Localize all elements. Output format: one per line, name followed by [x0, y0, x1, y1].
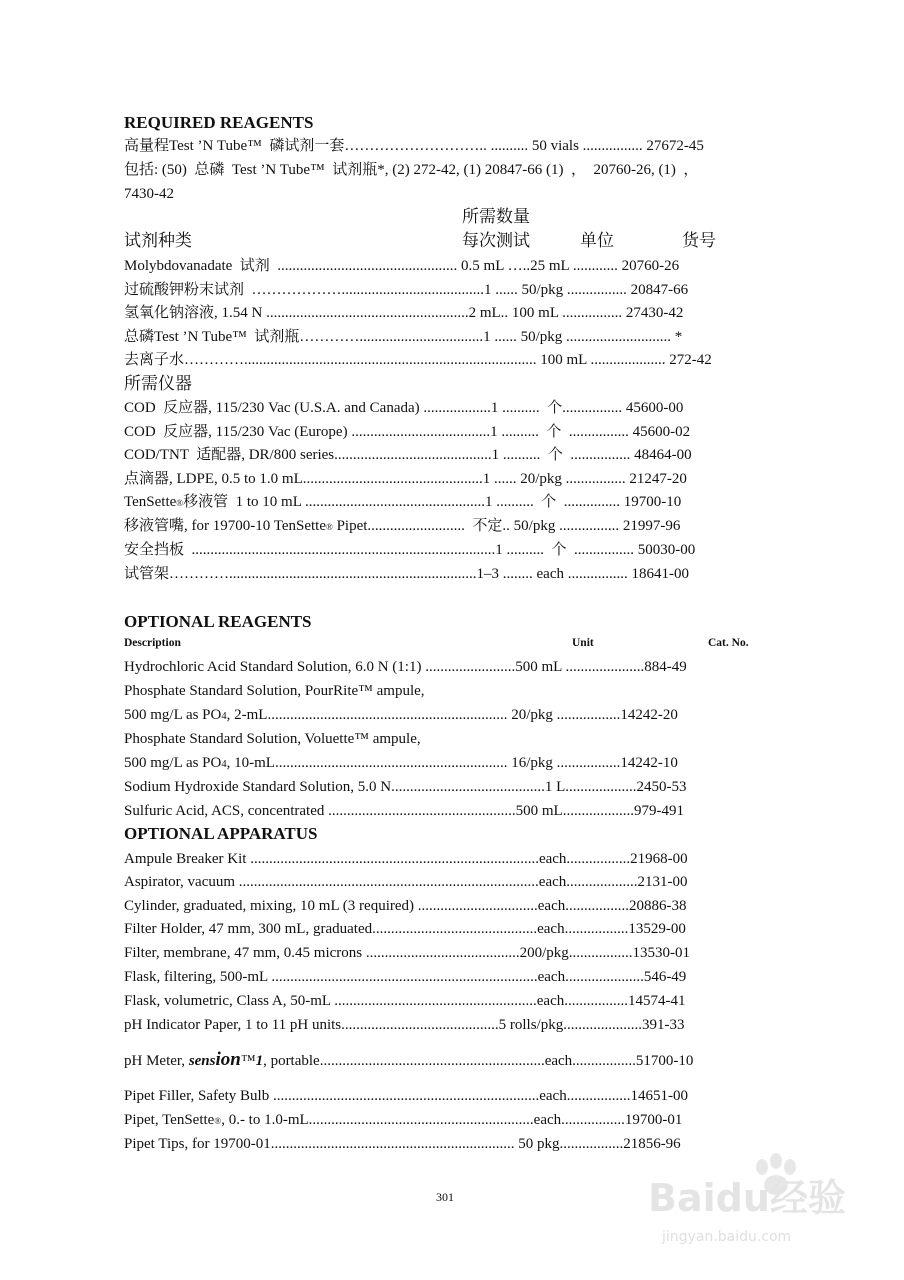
- po4-text: 500 mg/L as PO: [124, 707, 222, 723]
- sension-brand-a: sens: [188, 1053, 216, 1069]
- col-header-quantity: 所需数量: [462, 207, 530, 226]
- apparatus-row: COD 反应器, 115/230 Vac (Europe) .....................................1 .......... 个 ................ 45600-02: [124, 424, 691, 440]
- apparatus-row: 安全挡板 .................................................................................1 .......... 个 ................ 50030-00: [124, 542, 696, 558]
- registered-mark: ®: [176, 498, 184, 508]
- optional-reagent-row: [124, 706, 678, 726]
- row-rest: , 10-mL.............................................................. 16/pkg .................14242-10: [226, 755, 678, 771]
- apparatus-row: [124, 493, 681, 513]
- pipet-name: Pipet, TenSette: [124, 1112, 215, 1128]
- row-rest: , portable............................................................each.................51700-10: [263, 1053, 694, 1069]
- optional-apparatus-row: Pipet Filler, Safety Bulb .......................................................................each.................14651-00: [124, 1088, 688, 1104]
- tensette-rest: 移液管 1 to 10 mL ................................................1 .......... 个 ............... 19700-10: [183, 494, 682, 510]
- optional-apparatus-row: Filter Holder, 47 mm, 300 mL, graduated............................................each.................13529-00: [124, 921, 686, 937]
- reagent-row: 去离子水………….............................................................................. 100 mL .................... 272-42: [124, 352, 712, 368]
- col-header-unit: 单位: [580, 231, 614, 250]
- optional-apparatus-row: Filter, membrane, 47 mm, 0.45 microns .........................................200/pkg.................13530-01: [124, 945, 691, 961]
- apparatus-row: COD 反应器, 115/230 Vac (U.S.A. and Canada) ..................1 .......... 个................ 45600-00: [124, 400, 684, 416]
- reagent-row: Molybdovanadate 试剂 ................................................ 0.5 mL …..25 mL ............ 20760-26: [124, 258, 680, 274]
- optional-apparatus-row: pH Indicator Paper, 1 to 11 pH units..........................................5 rolls/pkg.....................391-33: [124, 1017, 685, 1033]
- tensette-name: TenSette: [124, 494, 177, 510]
- po4-text: 500 mg/L as PO: [124, 755, 222, 771]
- sension-model: 1: [255, 1053, 264, 1069]
- watermark-url: jingyan.baidu.com: [662, 1229, 792, 1245]
- optional-reagent-row: Sodium Hydroxide Standard Solution, 5.0 N.........................................1 L...................2450-53: [124, 779, 687, 795]
- subscript: 4: [221, 711, 227, 722]
- reagent-row: 过硫酸钾粉末试剂 ………………......................................1 ...... 50/pkg ................ 20847-66: [124, 282, 689, 298]
- reagent-row: 总磷Test ’N Tube™ 试剂瓶………….................................1 ...... 50/pkg ............................ *: [124, 329, 683, 345]
- includes-line-2: 7430-42: [124, 186, 174, 202]
- required-apparatus-heading: 所需仪器: [124, 374, 192, 393]
- optional-reagent-row: Phosphate Standard Solution, PourRite™ ampule,: [124, 683, 425, 699]
- optional-apparatus-row: Cylinder, graduated, mixing, 10 mL (3 required) ................................each.................20886-38: [124, 898, 687, 914]
- page-number: 301: [436, 1190, 454, 1204]
- required-reagents-heading: REQUIRED REAGENTS: [124, 113, 314, 132]
- col-header-unit: Unit: [572, 637, 594, 649]
- col-header-type: 试剂种类: [124, 231, 192, 250]
- col-header-catno: Cat. No.: [708, 637, 749, 649]
- apparatus-row: 点滴器, LDPE, 0.5 to 1.0 mL................................................1 ...... 20/pkg ................ 21247-20: [124, 471, 687, 487]
- apparatus-row: 试管架…………..................................................................1–3 ........ each ................ 18641-00: [124, 566, 689, 582]
- optional-apparatus-row: [124, 1050, 693, 1071]
- sension-brand-b: ion: [215, 1049, 241, 1070]
- optional-apparatus-heading: OPTIONAL APPARATUS: [124, 824, 318, 843]
- col-header-description: Description: [124, 637, 181, 649]
- registered-mark: ®: [214, 1116, 222, 1126]
- reagent-row: 氢氧化钠溶液, 1.54 N ......................................................2 mL.. 100 mL ................ 27430-42: [124, 305, 684, 321]
- tips-name: 移液管嘴, for 19700-10 TenSette: [124, 518, 326, 534]
- apparatus-row: [124, 517, 680, 537]
- optional-apparatus-row: Aspirator, vacuum ................................................................................each...................2131-00: [124, 874, 688, 890]
- col-header-catno: 货号: [682, 231, 716, 250]
- optional-apparatus-row: Flask, filtering, 500-mL .......................................................................each.....................546-49: [124, 969, 687, 985]
- watermark-text: Baidu经验: [648, 1176, 846, 1220]
- apparatus-row: COD/TNT 适配器, DR/800 series..........................................1 .......... 个 ................ 48464-00: [124, 447, 692, 463]
- subscript: 4: [221, 759, 227, 770]
- optional-reagents-heading: OPTIONAL REAGENTS: [124, 612, 312, 631]
- optional-apparatus-row: [124, 1111, 682, 1131]
- optional-apparatus-row: Ampule Breaker Kit .............................................................................each.................21968-00: [124, 851, 688, 867]
- baidu-watermark-logo: [644, 1145, 864, 1255]
- optional-reagent-row: Phosphate Standard Solution, Voluette™ ampule,: [124, 731, 421, 747]
- trademark: ™: [240, 1053, 256, 1069]
- kit-line: 高量程Test ’N Tube™ 磷试剂一套……………………….. .......... 50 vials ................ 27672-45: [124, 138, 704, 154]
- row-rest: , 2-mL................................................................ 20/pkg .................14242-20: [226, 707, 678, 723]
- optional-apparatus-row: Pipet Tips, for 19700-01................................................................. 50 pkg.................21856-96: [124, 1136, 681, 1152]
- col-header-per-test: 每次测试: [462, 231, 530, 250]
- optional-reagent-row: Sulfuric Acid, ACS, concentrated ..................................................500 mL...................979-491: [124, 803, 684, 819]
- row-rest: , 0.- to 1.0-mL............................................................each.................19700-01: [221, 1112, 683, 1128]
- optional-apparatus-row: Flask, volumetric, Class A, 50-mL ......................................................each.................14574-41: [124, 993, 686, 1009]
- meter-prefix: pH Meter,: [124, 1053, 189, 1069]
- optional-reagent-row: [124, 754, 678, 774]
- includes-line-1: 包括: (50) 总磷 Test ’N Tube™ 试剂瓶*, (2) 272-42, (1) 20847-66 (1) ， 20760-26, (1) ，: [124, 162, 699, 178]
- optional-reagent-row: Hydrochloric Acid Standard Solution, 6.0 N (1:1) ........................500 mL .....................884-49: [124, 659, 687, 675]
- tips-rest: Pipet.......................... 不定.. 50/pkg ................ 21997-96: [332, 518, 681, 534]
- registered-mark: ®: [325, 522, 333, 532]
